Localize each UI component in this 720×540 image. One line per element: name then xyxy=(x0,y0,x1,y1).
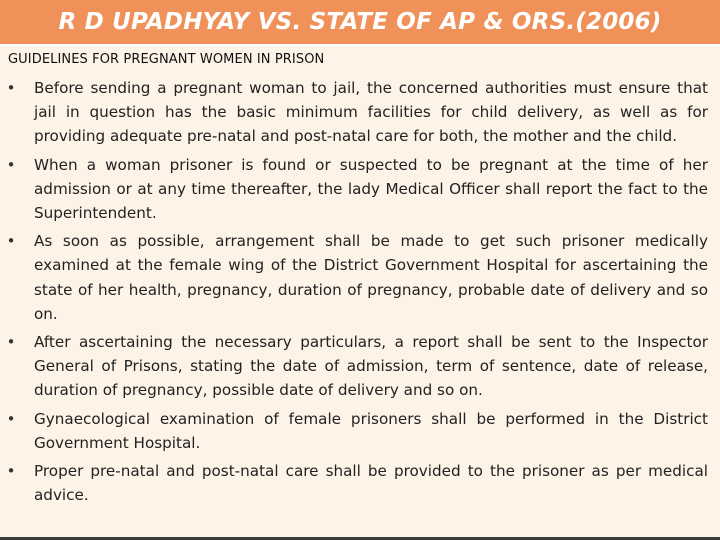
guideline-item xyxy=(6,153,708,226)
guideline-item xyxy=(6,76,708,149)
bullet-icon: • xyxy=(6,409,16,428)
guideline-text: Gynaecological examination of female prisoners shall be performed in the District Government Hospital. xyxy=(34,409,708,452)
guideline-list xyxy=(6,76,708,511)
slide-subtitle: GUIDELINES FOR PREGNANT WOMEN IN PRISON xyxy=(8,52,325,67)
guideline-text: When a woman prisoner is found or suspected to be pregnant at the time of her admission or at any time thereafter, the lady Medical Officer shall report the fact to the Superintendent. xyxy=(34,155,708,223)
guideline-item xyxy=(6,459,708,507)
guideline-item xyxy=(6,229,708,326)
bullet-icon: • xyxy=(6,155,16,174)
bullet-icon: • xyxy=(6,79,16,97)
guideline-text: As soon as possible, arrangement shall be made to get such prisoner medically examined at the female wing of the District Government Hospital for ascertaining the state of her health, pregnancy, duration of pregnancy, probable date of delivery and so on. xyxy=(34,232,708,323)
bullet-icon: • xyxy=(6,462,16,481)
guideline-text: After ascertaining the necessary particulars, a report shall be sent to the Inspector General of Prisons, stating the date of admission, term of sentence, date of release, duration of pregnancy, possible date of delivery and so on. xyxy=(34,333,708,400)
bullet-icon: • xyxy=(6,232,16,251)
guideline-item xyxy=(6,330,708,403)
bullet-icon: • xyxy=(6,333,16,352)
guideline-text: Proper pre-natal and post-natal care shall be provided to the prisoner as per medical advice. xyxy=(34,462,708,505)
slide-title: R D UPADHYAY VS. STATE OF AP & ORS.(2006) xyxy=(58,9,662,35)
title-bar xyxy=(0,0,720,46)
guideline-text: Before sending a pregnant woman to jail, the concerned authorities must ensure that jail in question has the basic minimum facilities for child delivery, as well as for providing adequate pre-natal and post-natal care for both, the mother and the child. xyxy=(34,79,708,146)
guideline-item xyxy=(6,407,708,455)
